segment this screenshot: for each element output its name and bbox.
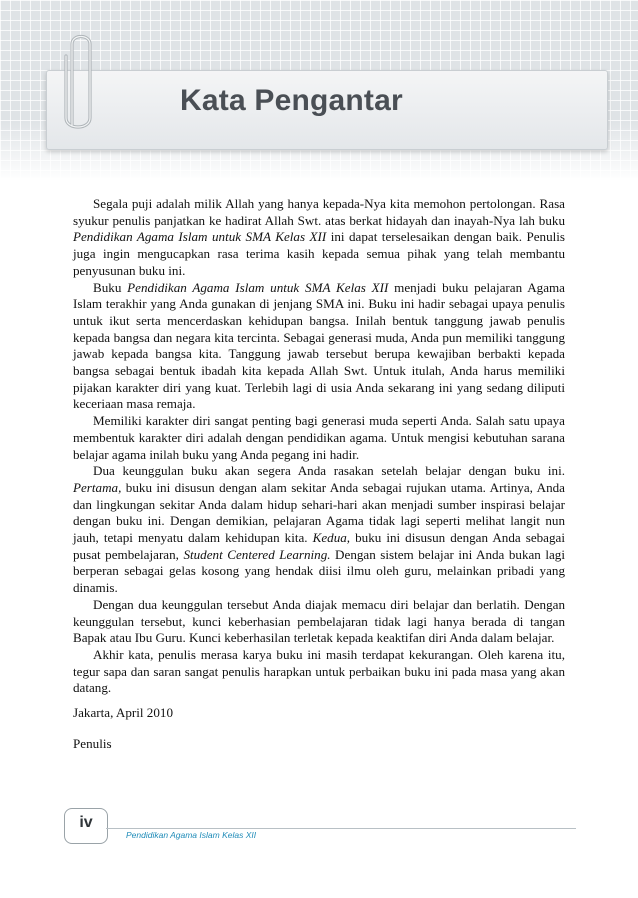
place-date: Jakarta, April 2010 — [73, 705, 173, 721]
paragraph-3: Memiliki karakter diri sangat penting bagi generasi muda seperti Anda. Salah satu upaya membentuk karakter diri adalah dengan pendidikan agama. Untuk mengisi kebutuhan sarana belajar agama inilah buku yang Anda pegang ini hadir. — [73, 413, 565, 462]
paragraph-6: Akhir kata, penulis merasa karya buku ini masih terdapat kekurangan. Oleh karena itu, tegur sapa dan saran sangat penulis harapkan untuk perbaikan buku ini pada masa yang akan datang. — [73, 646, 565, 696]
footer-book-title: Pendidikan Agama Islam Kelas XII — [126, 830, 257, 840]
page-title: Kata Pengantar — [180, 84, 403, 117]
paragraph-4: Dua keunggulan buku akan segera Anda rasakan setelah belajar dengan buku ini. Pertama, buku ini disusun dengan alam sekitar Anda sebagai rujukan utama. Artinya, Anda dan lingkungan sekitar Anda dalam hidup sehari-hari akan menjadi sumber inspirasi belajar dengan buku ini. Dengan demikian, pelajaran Agama tidak lagi seperti melihat langit nun jauh, tetapi menyatu dalam kehidupan kita. Kedua, buku ini disusun dengan Anda sebagai pusat pembelajaran, Student Centered Learning. Dengan sistem belajar ini Anda bukan lagi berperan sebagai gelas kosong yang hendak diisi ilmu oleh guru, melainkan pribadi yang dinamis. — [73, 463, 565, 596]
page-number: iv — [79, 814, 93, 831]
preface-body — [73, 196, 565, 753]
paperclip-icon — [58, 26, 104, 136]
page-footer — [64, 808, 584, 844]
paragraph-2: Buku Pendidikan Agama Islam untuk SMA Kelas XII menjadi buku pelajaran Agama Islam terakhir yang Anda gunakan di jenjang SMA ini. Buku ini hadir sebagai upaya penulis untuk ikut serta mencerdaskan kehidupan bangsa. Inilah bentuk tanggung jawab penulis kepada bangsa dan negara kita tercinta. Sebagai generasi muda, Anda pun memiliki tanggung jawab kepada bangsa kita. Tanggung jawab tersebut berupa kewajiban berbakti kepada bangsa sebagai bentuk ibadah kita kepada Allah Swt. Untuk itulah, Anda harus memiliki pijakan karakter diri yang kuat. Terlebih lagi di usia Anda sekarang ini yang sedang diliputi keceriaan masa remaja. — [73, 279, 565, 412]
paragraph-1: Segala puji adalah milik Allah yang hanya kepada-Nya kita memohon pertolongan. Rasa syukur penulis panjatkan ke hadirat Allah Swt. atas berkat hidayah dan inayah-Nya lah buku Pendidikan Agama Islam untuk SMA Kelas XII ini dapat terselesaikan dengan baik. Penulis juga ingin mengucapkan rasa terima kasih kepada semua pihak yang telah membantu penyusunan buku ini. — [73, 196, 566, 278]
page-number-badge — [64, 808, 108, 844]
author-signature: Penulis — [73, 735, 112, 751]
paragraph-5: Dengan dua keunggulan tersebut Anda diajak memacu diri belajar dan berlatih. Dengan keunggulan tersebut, kunci keberhasian pembelajaran tidak lagi hanya berada di tangan Bapak atau Ibu Guru. Kunci keberhasilan terletak kepada keaktifan diri Anda dalam belajar. — [73, 596, 565, 646]
footer-divider — [106, 828, 576, 829]
